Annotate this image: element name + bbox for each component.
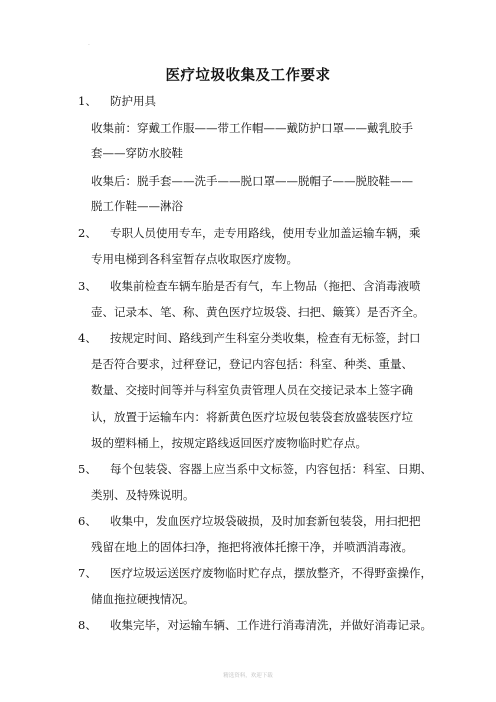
page-footer: 精选资料，欢迎下载 (223, 673, 273, 679)
item-7-line-2: 储血拖拉硬拽情况。 (91, 592, 195, 606)
item-4-line-5: 圾的塑料桶上，按规定路线返回医疗废物临时贮存点。 (91, 436, 367, 450)
item-5-line-1: 每个包装袋、容器上应当系中文标签，内容包括：科室、日期、 (110, 462, 432, 476)
item-4-line-3: 数量、交接时间等并与科室负责管理人员在交接记录本上签字确 (91, 383, 413, 397)
item-4-line-1: 按规定时间、路线到产生科室分类收集，检查有无标签，封口 (110, 331, 421, 345)
item-1-number: 1、 (78, 94, 97, 108)
item-4-number: 4、 (78, 331, 97, 345)
item-4-line-2: 是否符合要求，过秤登记，登记内容包括：科室、种类、重量、 (91, 357, 413, 371)
item-6-line-2: 残留在地上的固体扫净，拖把将液体托擦干净，并喷洒消毒液。 (91, 540, 413, 554)
item-5-number: 5、 (78, 462, 97, 476)
pre-collection-line-1: 收集前：穿戴工作服——带工作帽——戴防护口罩——戴乳胶手 (91, 121, 413, 135)
item-2-number: 2、 (78, 226, 97, 240)
item-6-number: 6、 (78, 514, 97, 528)
item-3-line-1: 收集前检查车辆车胎是否有气，车上物品（拖把、含消毒液喷 (110, 279, 421, 293)
item-1-line-1: 防护用具 (110, 94, 156, 108)
item-8-number: 8、 (78, 618, 97, 632)
item-3-line-2: 壶、记录本、笔、称、黄色医疗垃圾袋、扫把、簸箕）是否齐全。 (91, 305, 425, 319)
post-collection-line-1: 收集后：脱手套——洗手——脱口罩——脱帽子——脱胶鞋—— (91, 174, 413, 188)
post-collection-line-2: 脱工作鞋——淋浴 (91, 199, 183, 213)
corner-mark: . (88, 40, 90, 47)
item-2-line-2: 专用电梯到各科室暂存点收取医疗废物。 (91, 252, 298, 266)
item-6-line-1: 收集中，发血医疗垃圾袋破损，及时加套新包装袋，用扫把把 (110, 514, 421, 528)
item-4-line-4: 认，放置于运输车内：将新黄色医疗垃圾包装袋套放盛装医疗垃 (91, 410, 413, 424)
document-title: 医疗垃圾收集及工作要求 (165, 67, 331, 84)
item-5-line-2: 类别、及特殊说明。 (91, 488, 195, 502)
item-7-number: 7、 (78, 566, 97, 580)
pre-collection-line-2: 套——穿防水胶鞋 (91, 146, 183, 160)
item-2-line-1: 专职人员使用专车，走专用路线，使用专业加盖运输车辆，乘 (110, 226, 421, 240)
item-3-number: 3、 (78, 279, 97, 293)
item-7-line-1: 医疗垃圾运送医疗废物临时贮存点，摆放整齐，不得野蛮操作， (110, 566, 432, 580)
item-8-line-1: 收集完毕，对运输车辆、工作进行消毒清洗，并做好消毒记录。 (110, 618, 432, 632)
